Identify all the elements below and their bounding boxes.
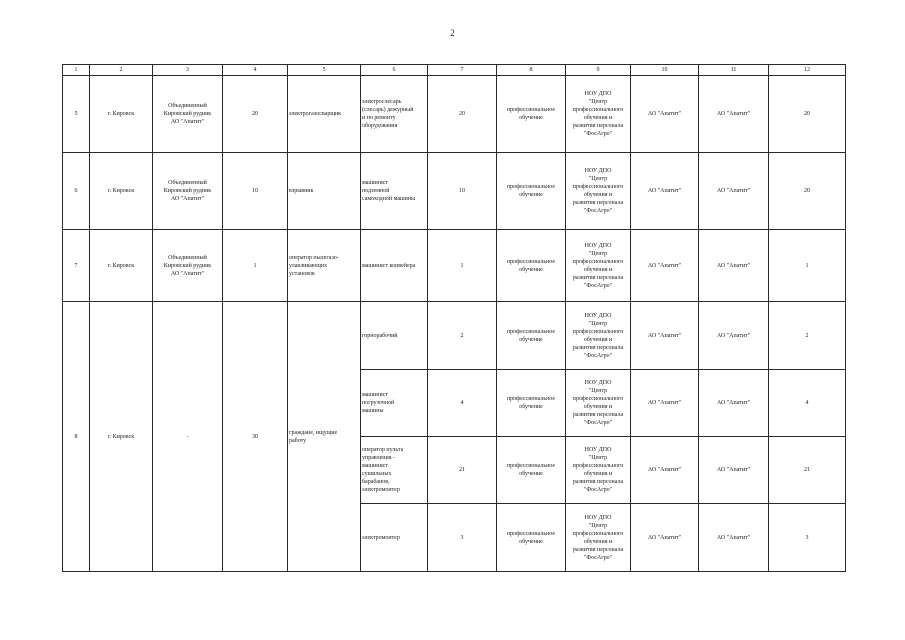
training-table	[62, 64, 846, 572]
count-cell: 20	[223, 76, 288, 153]
total-cell: 20	[769, 153, 846, 230]
total-cell: 20	[769, 76, 846, 153]
profession-cell: машинист конвейера	[361, 230, 428, 302]
trainee-count-cell: 3	[428, 504, 497, 572]
employer-cell: АО "Апатит"	[699, 302, 769, 370]
col-header: 1	[63, 65, 90, 76]
employer-cell: АО "Апатит"	[699, 370, 769, 437]
col-header: 8	[497, 65, 566, 76]
trainee-count-cell: 2	[428, 302, 497, 370]
customer-cell: АО "Апатит"	[631, 504, 699, 572]
count-cell: 1	[223, 230, 288, 302]
col-header: 2	[90, 65, 153, 76]
category-cell: граждане, ищущие работу	[288, 302, 361, 572]
customer-cell: АО "Апатит"	[631, 230, 699, 302]
count-cell: 30	[223, 302, 288, 572]
customer-cell: АО "Апатит"	[631, 153, 699, 230]
category-cell: оператор пылегазо- улавливающих установок	[288, 230, 361, 302]
employer-cell: АО "Апатит"	[699, 153, 769, 230]
city-cell: г. Кировск	[90, 153, 153, 230]
total-cell: 1	[769, 230, 846, 302]
trainee-count-cell: 20	[428, 76, 497, 153]
training-type-cell: профессиональное обучение	[497, 370, 566, 437]
organization-cell: Объединенный Кировский рудник АО "Апатит"	[153, 153, 223, 230]
col-header: 3	[153, 65, 223, 76]
total-cell: 2	[769, 302, 846, 370]
col-header: 5	[288, 65, 361, 76]
header-row	[63, 65, 846, 76]
training-type-cell: профессиональное обучение	[497, 230, 566, 302]
training-center-cell: НОУ ДПО "Центр профессионального обучения и развития персонала "ФосАгро"	[566, 302, 631, 370]
training-center-cell: НОУ ДПО "Центр профессионального обучения и развития персонала "ФосАгро"	[566, 437, 631, 504]
table-row	[63, 153, 846, 230]
city-cell: г. Кировск	[90, 302, 153, 572]
employer-cell: АО "Апатит"	[699, 437, 769, 504]
profession-cell: горнорабочий	[361, 302, 428, 370]
col-header: 7	[428, 65, 497, 76]
category-cell: взрывник	[288, 153, 361, 230]
employer-cell: АО "Апатит"	[699, 230, 769, 302]
page-number: 2	[450, 28, 455, 38]
training-center-cell: НОУ ДПО "Центр профессионального обучения и развития персонала "ФосАгро"	[566, 76, 631, 153]
training-center-cell: НОУ ДПО "Центр профессионального обучения и развития персонала "ФосАгро"	[566, 230, 631, 302]
profession-cell: оператор пульта управления - машинист сушильных барабанов, электромонтер	[361, 437, 428, 504]
col-header: 10	[631, 65, 699, 76]
trainee-count-cell: 1	[428, 230, 497, 302]
col-header: 9	[566, 65, 631, 76]
col-header: 4	[223, 65, 288, 76]
training-type-cell: профессиональное обучение	[497, 302, 566, 370]
training-type-cell: профессиональное обучение	[497, 153, 566, 230]
total-cell: 3	[769, 504, 846, 572]
organization-cell: Объединенный Кировский рудник АО "Апатит"	[153, 230, 223, 302]
trainee-count-cell: 4	[428, 370, 497, 437]
training-center-cell: НОУ ДПО "Центр профессионального обучения и развития персонала "ФосАгро"	[566, 370, 631, 437]
training-type-cell: профессиональное обучение	[497, 504, 566, 572]
category-cell: электрогазосварщик	[288, 76, 361, 153]
profession-cell: машинист погрузочной машины	[361, 370, 428, 437]
profession-cell: электрослесарь (слесарь) дежурный и по ремонту оборудования	[361, 76, 428, 153]
organization-cell: -	[153, 302, 223, 572]
total-cell: 4	[769, 370, 846, 437]
row-number: 7	[63, 230, 90, 302]
row-number: 5	[63, 76, 90, 153]
row-number: 8	[63, 302, 90, 572]
organization-cell: Объединенный Кировский рудник АО "Апатит"	[153, 76, 223, 153]
employer-cell: АО "Апатит"	[699, 76, 769, 153]
customer-cell: АО "Апатит"	[631, 76, 699, 153]
table-row	[63, 302, 846, 370]
trainee-count-cell: 21	[428, 437, 497, 504]
col-header: 11	[699, 65, 769, 76]
training-center-cell: НОУ ДПО "Центр профессионального обучения и развития персонала "ФосАгро"	[566, 504, 631, 572]
trainee-count-cell: 10	[428, 153, 497, 230]
table-row	[63, 230, 846, 302]
training-type-cell: профессиональное обучение	[497, 437, 566, 504]
city-cell: г. Кировск	[90, 230, 153, 302]
row-number: 6	[63, 153, 90, 230]
training-center-cell: НОУ ДПО "Центр профессионального обучения и развития персонала "ФосАгро"	[566, 153, 631, 230]
table-row	[63, 76, 846, 153]
col-header: 6	[361, 65, 428, 76]
total-cell: 21	[769, 437, 846, 504]
customer-cell: АО "Апатит"	[631, 370, 699, 437]
profession-cell: электромонтер	[361, 504, 428, 572]
col-header: 12	[769, 65, 846, 76]
profession-cell: машинист подземной самоходной машины	[361, 153, 428, 230]
training-type-cell: профессиональное обучение	[497, 76, 566, 153]
customer-cell: АО "Апатит"	[631, 302, 699, 370]
customer-cell: АО "Апатит"	[631, 437, 699, 504]
count-cell: 10	[223, 153, 288, 230]
city-cell: г. Кировск	[90, 76, 153, 153]
employer-cell: АО "Апатит"	[699, 504, 769, 572]
